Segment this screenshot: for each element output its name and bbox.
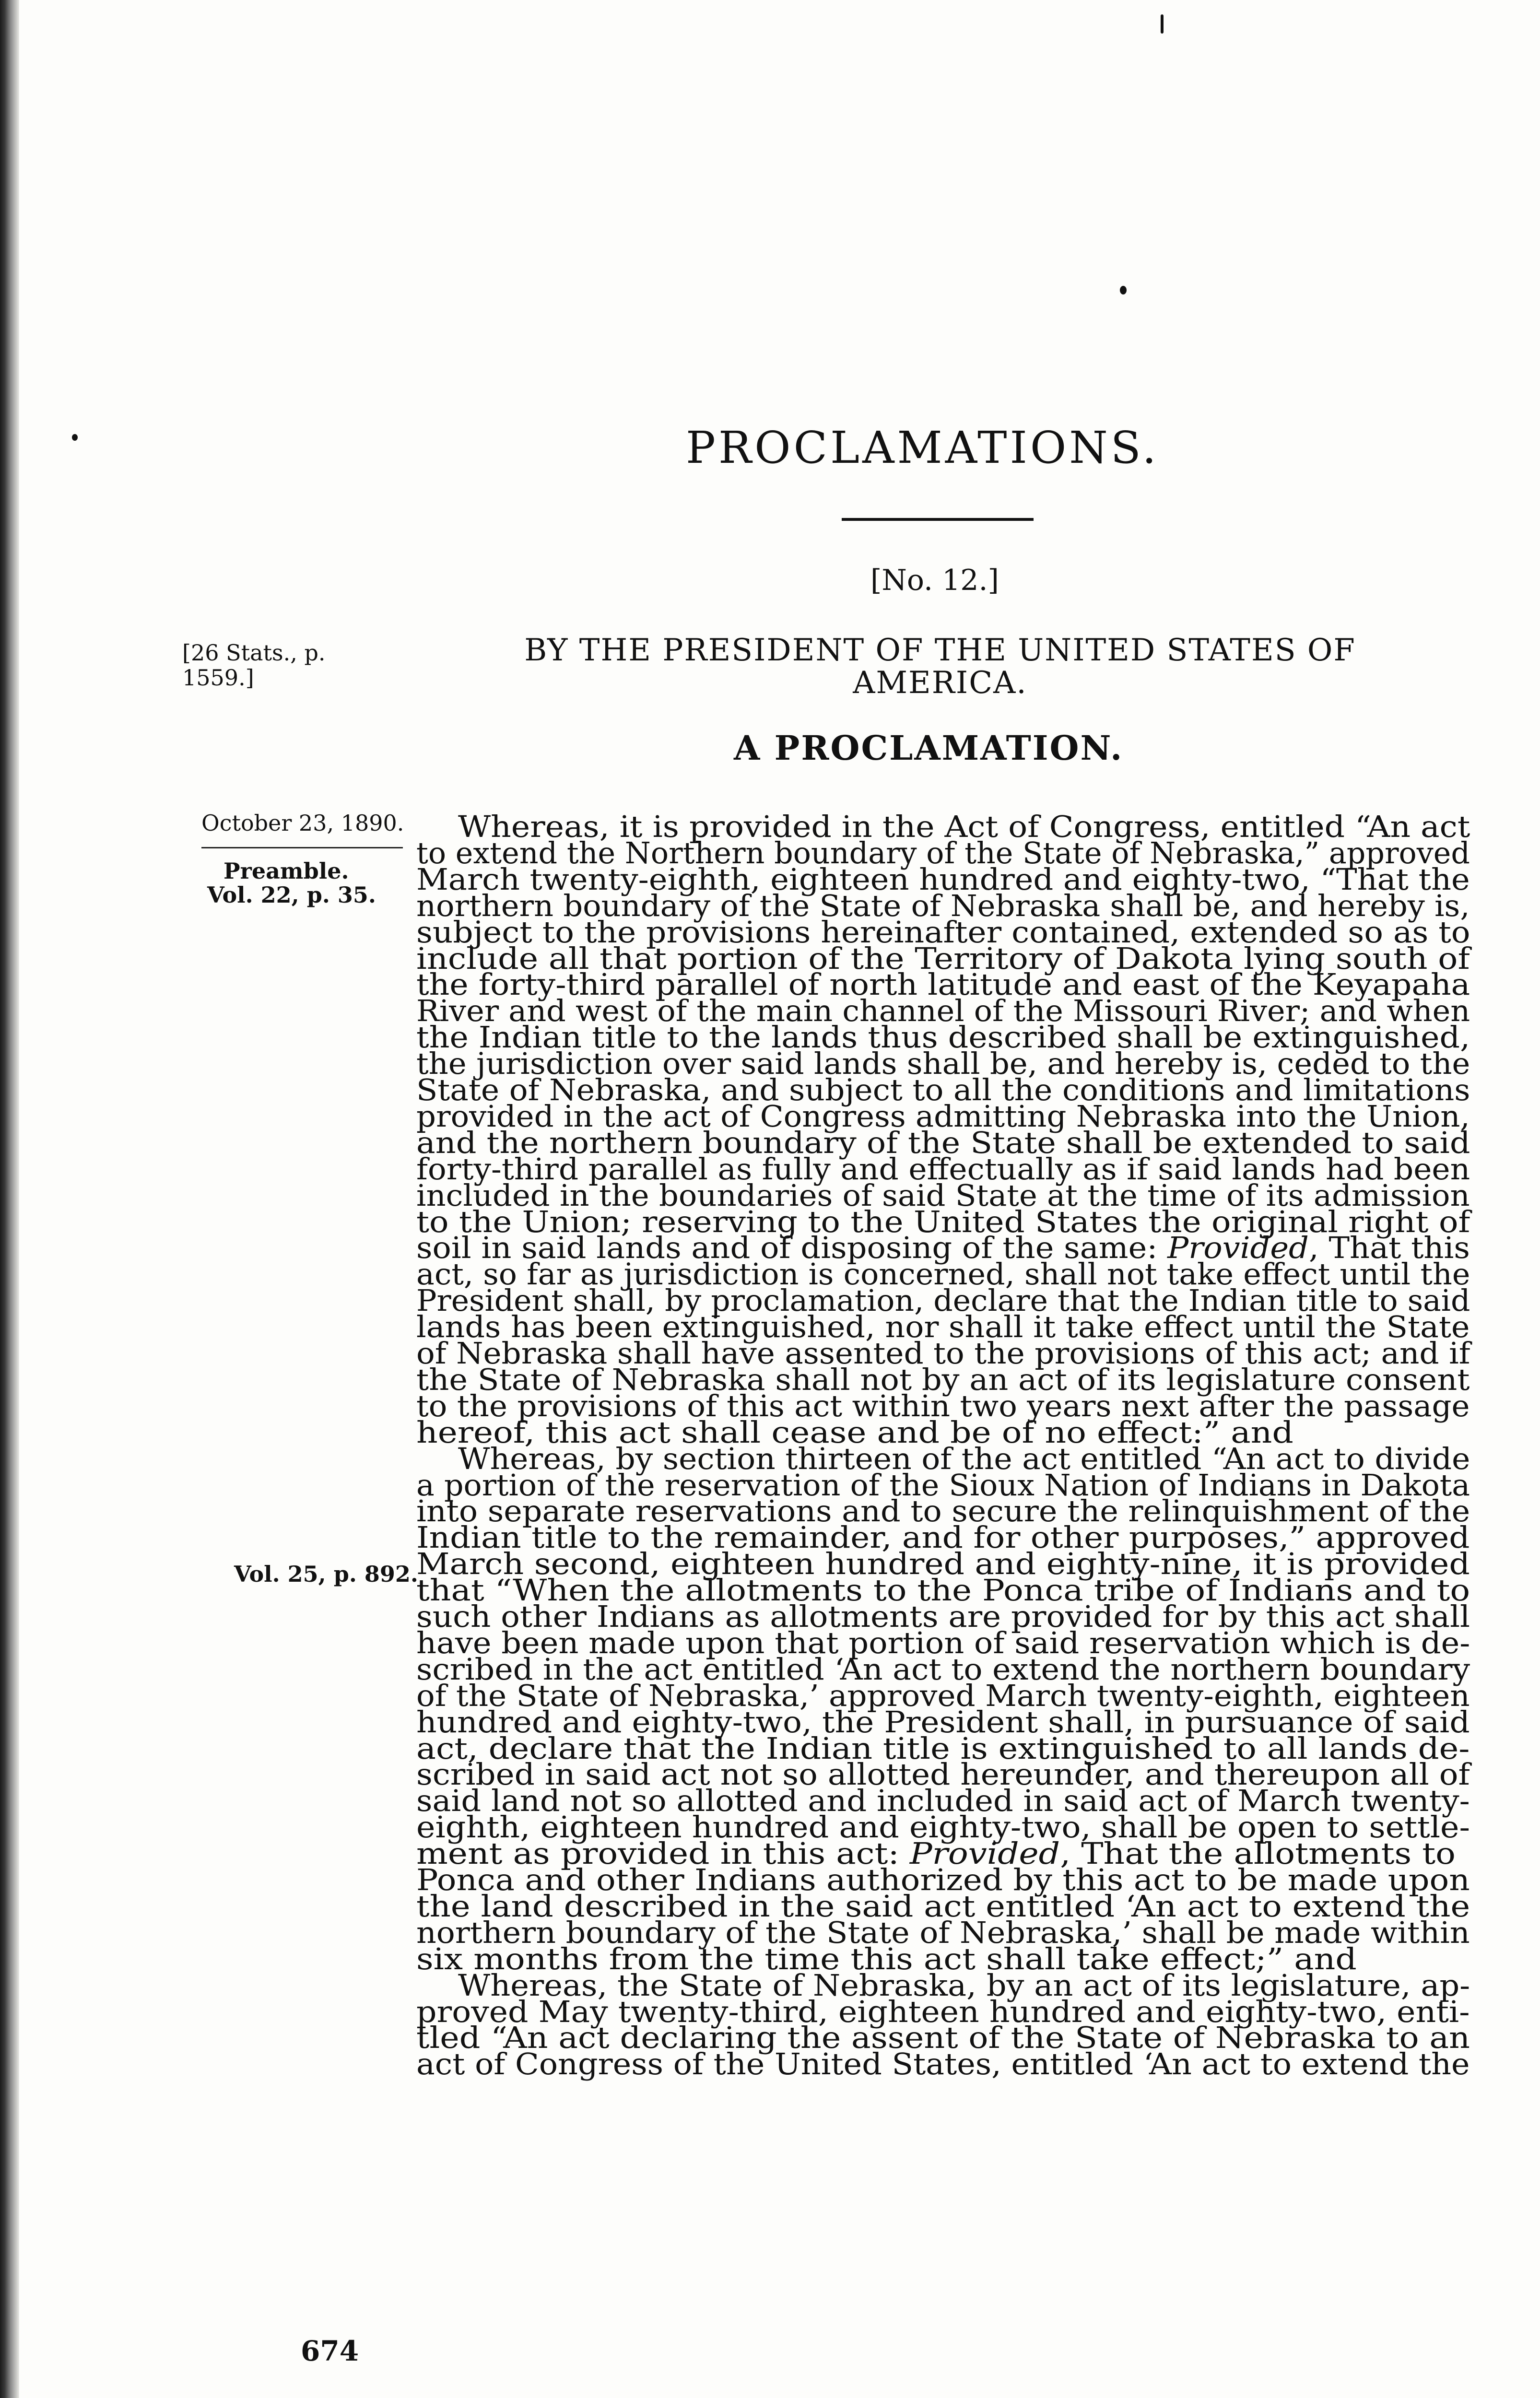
body-line-text: eighth, eighteen hundred and eighty-two, shall be open to settle- [416,1810,1470,1845]
body-line-text: to the Union; reserving to the United States the original right of [416,1204,1470,1239]
margin-stat-line: [26 Stats., p. [182,640,326,666]
body-line-text: such other Indians as allotments are provided for by this act shall [416,1599,1470,1634]
body-line-text: that “When the allotments to the Ponca tribe of Indians and to [416,1573,1470,1608]
president-line-1: BY THE PRESIDENT OF THE UNITED STATES OF [524,633,1356,668]
heading-rule [842,518,1034,521]
body-line-text: President shall, by proclamation, declare that the Indian title to said [416,1283,1470,1318]
body-line-text: the land described in the said act entitled ‘An act to extend the [416,1889,1470,1924]
body-line-text: to the provisions of this act within two years next after the passage [416,1388,1470,1423]
president-line [470,634,1410,699]
margin-stat-line: 1559.] [182,665,254,691]
body-line-text: scribed in the act entitled ‘An act to extend the northern boundary [416,1652,1470,1687]
ink-speck [72,434,78,441]
body-line-text: subject to the provisions hereinafter contained, extended so as to [416,915,1470,950]
margin-vol22-reference: Vol. 22, p. 35. [207,882,376,908]
body-line-text: include all that portion of the Territory of Dakota lying south of [416,941,1470,976]
body-line-text: scribed in said act not so allotted hereunder, and thereupon all of [416,1757,1470,1792]
body-line-text: said land not so allotted and included in said act of March twenty- [416,1783,1470,1818]
margin-date: October 23, 1890. [201,810,404,836]
margin-preamble: Preamble. [223,858,349,884]
body-line-text: and the northern boundary of the State shall be extended to said [416,1125,1470,1160]
body-line-text: March twenty-eighth, eighteen hundred and eighty-two, “That the [416,862,1470,897]
page-heading: PROCLAMATIONS. [686,422,1159,473]
body-line-text: Whereas, by section thirteen of the act entitled “An act to divide [458,1441,1470,1476]
body-line-italic: Provided [909,1836,1060,1871]
margin-vol25-reference: Vol. 25, p. 892. [234,1561,418,1587]
body-line-text: River and west of the main channel of the Missouri River; and when [416,993,1470,1028]
scan-binding-edge [0,0,19,2398]
margin-stat-reference [182,640,326,690]
ink-speck [1120,286,1127,294]
body-line-text: act, declare that the Indian title is extinguished to all lands de- [416,1731,1470,1766]
body-line-text: northern boundary of the State of Nebraska shall be, and hereby is, [416,888,1470,923]
margin-date-rule [201,847,403,848]
ink-speck [1161,14,1164,34]
body-line-text: ment as provided in this act: [416,1836,910,1871]
body-line-text: the Indian title to the lands thus described shall be extinguished, [416,1020,1470,1055]
body-line-text: forty-third parallel as fully and effectually as if said lands had been [416,1152,1470,1187]
proclamation-heading: A PROCLAMATION. [734,728,1124,768]
proclamation-number: [No. 12.] [870,564,999,597]
body-line-text: March second, eighteen hundred and eighty-nine, it is provided [416,1546,1470,1581]
body-line-text: hundred and eighty-two, the President shall, in pursuance of said [416,1704,1470,1740]
body-line-text: the jurisdiction over said lands shall be, and hereby is, ceded to the [416,1046,1470,1081]
body-line-text: have been made upon that portion of said reservation which is de- [416,1625,1470,1660]
body-line-text: tled “An act declaring the assent of the State of Nebraska to an [416,2020,1470,2055]
body-line-text: the forty-third parallel of north latitude and east of the Keyapaha [416,967,1470,1002]
body-line-text: included in the boundaries of said State at the time of its admission [416,1178,1470,1213]
body-line-text: a portion of the reservation of the Sioux Nation of Indians in Dakota [416,1468,1470,1503]
body-line-text: six months from the time this act shall take effect;” and [416,1941,1357,1976]
body-line-text: provided in the act of Congress admitting Nebraska into the Union, [416,1099,1470,1134]
body-line-text: act, so far as jurisdiction is concerned, shall not take effect until the [416,1257,1470,1292]
body-line-text: Ponca and other Indians authorized by this act to be made upon [416,1862,1470,1897]
body-line-text: proved May twenty-third, eighteen hundred and eighty-two, enti- [416,1994,1470,2029]
body-line-text: to extend the Northern boundary of the State of Nebraska,” approved [416,835,1470,870]
body-line-text: Whereas, the State of Nebraska, by an act of its legislature, ap- [458,1968,1470,2003]
body-line-text: the State of Nebraska shall not by an act of its legislature consent [416,1362,1470,1397]
body-line-text: northern boundary of the State of Nebraska,’ shall be made within [416,1915,1470,1950]
body-line [416,2048,1469,2081]
page-number: 674 [301,2335,359,2367]
body-line-text: into separate reservations and to secure the relinquishment of the [416,1493,1470,1528]
body-line-text: Indian title to the remainder, and for other purposes,” approved [416,1520,1470,1555]
body-line-text: State of Nebraska, and subject to all the conditions and limitations [416,1072,1470,1107]
body-line-after: , That this [1308,1230,1470,1265]
body-line-text: soil in said lands and of disposing of the same: [416,1230,1168,1265]
body-line-after: , That the allotments to [1060,1836,1456,1871]
body-line-text: lands has been extinguished, nor shall it take effect until the State [416,1309,1470,1344]
body-line-text: of Nebraska shall have assented to the provisions of this act; and if [416,1336,1470,1371]
body-line-text: act of Congress of the United States, entitled ‘An act to extend the [416,2046,1470,2081]
body-line-text: of the State of Nebraska,’ approved March twenty-eighth, eighteen [416,1678,1470,1713]
body-line-text: Whereas, it is provided in the Act of Congress, entitled “An act [458,809,1470,844]
president-line-2: AMERICA. [853,665,1027,701]
body-line-italic: Provided [1167,1230,1309,1265]
body-line-text: hereof, this act shall cease and be of no effect:” and [416,1415,1293,1450]
